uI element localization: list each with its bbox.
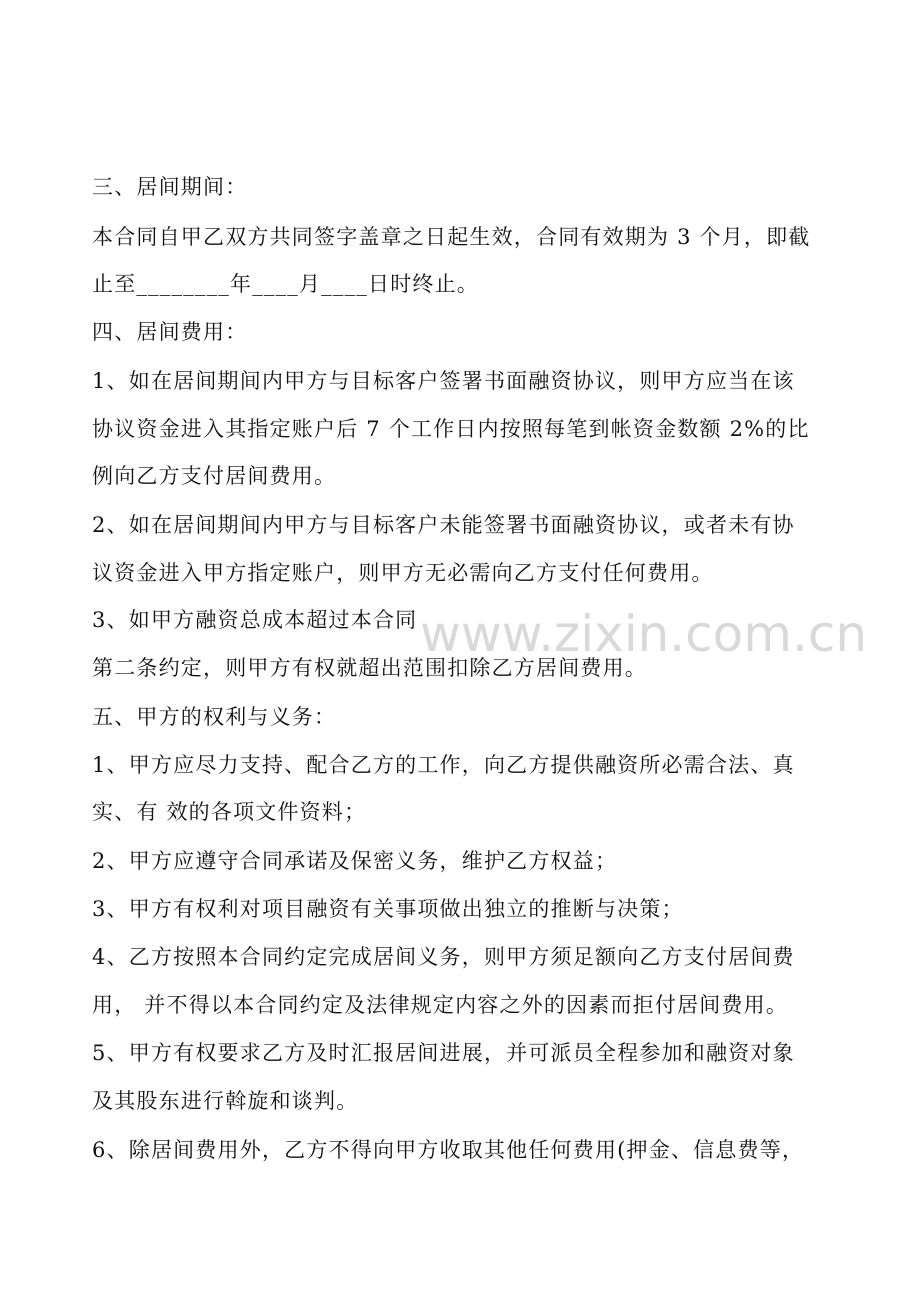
- section-heading: 五、甲方的权利与义务：: [92, 705, 337, 729]
- section-heading: 三、居间期间：: [92, 175, 248, 199]
- paragraph-line: 用， 并不得以本合同约定及法律规定内容之外的因素而拒付居间费用。: [92, 993, 789, 1017]
- paragraph-line: 第二条约定，则甲方有权就超出范围扣除乙方居间费用。: [92, 656, 647, 680]
- paragraph-line: 例向乙方支付居间费用。: [92, 464, 337, 488]
- paragraph-line: 议资金进入甲方指定账户，则甲方无必需向乙方支付任何费用。: [92, 561, 714, 585]
- paragraph-line: 止至________年____月____日时终止。: [92, 272, 479, 296]
- paragraph-line: 实、有 效的各项文件资料；: [92, 800, 367, 824]
- paragraph-line: 本合同自甲乙双方共同签字盖章之日起生效，合同有效期为 3 个月，即截: [92, 225, 811, 249]
- watermark: www.zixin.com.cn: [420, 605, 868, 663]
- paragraph-line: 5、甲方有权要求乙方及时汇报居间进展，并可派员全程参加和融资对象: [92, 1041, 795, 1065]
- paragraph-line: 协议资金进入其指定账户后 7 个工作日内按照每笔到帐资金数额 2%的比: [92, 417, 810, 441]
- paragraph-line: 及其股东进行斡旋和谈判。: [92, 1089, 359, 1113]
- paragraph-line: 3、如甲方融资总成本超过本合同: [92, 608, 418, 632]
- paragraph-line: 1、如在居间期间内甲方与目标客户签署书面融资协议，则甲方应当在该: [92, 369, 795, 393]
- paragraph-line: 1、甲方应尽力支持、配合乙方的工作，向乙方提供融资所必需合法、真: [92, 753, 795, 777]
- paragraph-line: 2、如在居间期间内甲方与目标客户未能签署书面融资协议，或者未有协: [92, 513, 795, 537]
- paragraph-line: 6、除居间费用外，乙方不得向甲方收取其他任何费用(押金、信息费等，: [92, 1138, 805, 1162]
- paragraph-line: 3、甲方有权利对项目融资有关事项做出独立的推断与决策；: [92, 897, 684, 921]
- section-heading: 四、居间费用：: [92, 320, 248, 344]
- paragraph-line: 4、乙方按照本合同约定完成居间义务，则甲方须足额向乙方支付居间费: [92, 945, 795, 969]
- paragraph-line: 2、甲方应遵守合同承诺及保密义务，维护乙方权益；: [92, 849, 618, 873]
